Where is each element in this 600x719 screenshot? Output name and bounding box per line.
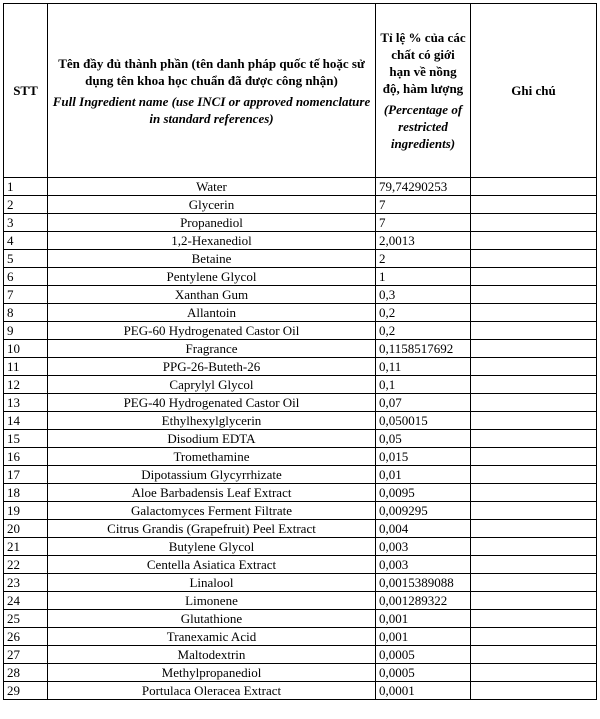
row-stt: 7 — [4, 286, 48, 304]
table-row — [4, 682, 597, 700]
row-stt: 18 — [4, 484, 48, 502]
table-row — [4, 448, 597, 466]
table-row — [4, 646, 597, 664]
table-row — [4, 286, 597, 304]
row-ingredient-name: Caprylyl Glycol — [48, 376, 376, 394]
row-note — [471, 682, 597, 700]
row-ingredient-name: Tranexamic Acid — [48, 628, 376, 646]
row-stt: 16 — [4, 448, 48, 466]
table-row — [4, 196, 597, 214]
table-row — [4, 592, 597, 610]
row-ingredient-name: Linalool — [48, 574, 376, 592]
row-stt: 9 — [4, 322, 48, 340]
row-note — [471, 592, 597, 610]
table-row — [4, 340, 597, 358]
row-stt: 19 — [4, 502, 48, 520]
row-ingredient-name: Glutathione — [48, 610, 376, 628]
row-stt: 2 — [4, 196, 48, 214]
row-stt: 24 — [4, 592, 48, 610]
table-row — [4, 268, 597, 286]
row-percentage: 7 — [376, 214, 471, 232]
row-stt: 3 — [4, 214, 48, 232]
row-ingredient-name: Citrus Grandis (Grapefruit) Peel Extract — [48, 520, 376, 538]
row-note — [471, 538, 597, 556]
table-row — [4, 214, 597, 232]
row-stt: 1 — [4, 178, 48, 196]
row-ingredient-name: Portulaca Oleracea Extract — [48, 682, 376, 700]
row-percentage: 0,0015389088 — [376, 574, 471, 592]
row-note — [471, 556, 597, 574]
row-percentage: 0,004 — [376, 520, 471, 538]
row-percentage: 0,003 — [376, 556, 471, 574]
table-row — [4, 538, 597, 556]
row-stt: 6 — [4, 268, 48, 286]
row-percentage: 0,001289322 — [376, 592, 471, 610]
table-row — [4, 412, 597, 430]
row-note — [471, 484, 597, 502]
row-note — [471, 574, 597, 592]
table-row — [4, 304, 597, 322]
row-ingredient-name: Methylpropanediol — [48, 664, 376, 682]
row-percentage: 0,0001 — [376, 682, 471, 700]
row-ingredient-name: Centella Asiatica Extract — [48, 556, 376, 574]
row-percentage: 0,003 — [376, 538, 471, 556]
row-note — [471, 646, 597, 664]
table-row — [4, 358, 597, 376]
row-ingredient-name: Galactomyces Ferment Filtrate — [48, 502, 376, 520]
row-percentage: 0,01 — [376, 466, 471, 484]
row-stt: 29 — [4, 682, 48, 700]
row-stt: 5 — [4, 250, 48, 268]
row-stt: 14 — [4, 412, 48, 430]
row-stt: 17 — [4, 466, 48, 484]
row-note — [471, 394, 597, 412]
table-row — [4, 556, 597, 574]
row-percentage: 0,001 — [376, 610, 471, 628]
row-ingredient-name: Maltodextrin — [48, 646, 376, 664]
row-ingredient-name: Disodium EDTA — [48, 430, 376, 448]
row-note — [471, 232, 597, 250]
row-note — [471, 268, 597, 286]
row-ingredient-name: Propanediol — [48, 214, 376, 232]
row-ingredient-name: Butylene Glycol — [48, 538, 376, 556]
ingredient-table — [3, 3, 597, 700]
row-note — [471, 430, 597, 448]
table-row — [4, 430, 597, 448]
row-stt: 11 — [4, 358, 48, 376]
row-note — [471, 610, 597, 628]
table-row — [4, 664, 597, 682]
row-ingredient-name: Ethylhexylglycerin — [48, 412, 376, 430]
header-note: Ghi chú — [471, 4, 597, 178]
table-row — [4, 250, 597, 268]
header-pct-vi: Tỉ lệ % của các chất có giới hạn về nồng độ, hàm lượng — [380, 30, 466, 96]
row-stt: 13 — [4, 394, 48, 412]
row-note — [471, 628, 597, 646]
table-row — [4, 628, 597, 646]
row-note — [471, 304, 597, 322]
table-row — [4, 394, 597, 412]
row-percentage: 2,0013 — [376, 232, 471, 250]
row-percentage: 1 — [376, 268, 471, 286]
row-ingredient-name: Allantoin — [48, 304, 376, 322]
table-row — [4, 376, 597, 394]
table-row — [4, 322, 597, 340]
row-note — [471, 358, 597, 376]
row-percentage: 0,05 — [376, 430, 471, 448]
row-stt: 23 — [4, 574, 48, 592]
row-stt: 22 — [4, 556, 48, 574]
row-percentage: 0,001 — [376, 628, 471, 646]
row-ingredient-name: 1,2-Hexanediol — [48, 232, 376, 250]
table-row — [4, 574, 597, 592]
row-percentage: 79,74290253 — [376, 178, 471, 196]
row-note — [471, 178, 597, 196]
row-note — [471, 412, 597, 430]
row-stt: 20 — [4, 520, 48, 538]
row-note — [471, 448, 597, 466]
table-row — [4, 484, 597, 502]
table-row — [4, 178, 597, 196]
row-percentage: 0,2 — [376, 322, 471, 340]
row-stt: 27 — [4, 646, 48, 664]
row-stt: 28 — [4, 664, 48, 682]
header-percentage — [376, 4, 471, 178]
row-ingredient-name: Water — [48, 178, 376, 196]
row-ingredient-name: Betaine — [48, 250, 376, 268]
row-note — [471, 340, 597, 358]
row-percentage: 0,11 — [376, 358, 471, 376]
header-name-en: Full Ingredient name (use INCI or approved nomenclature in standard references) — [52, 93, 371, 126]
row-percentage: 0,0005 — [376, 664, 471, 682]
header-pct-en: (Percentage of restricted ingredients) — [383, 102, 463, 151]
row-percentage: 0,0095 — [376, 484, 471, 502]
row-percentage: 0,0005 — [376, 646, 471, 664]
row-note — [471, 322, 597, 340]
row-note — [471, 466, 597, 484]
row-stt: 21 — [4, 538, 48, 556]
row-percentage: 2 — [376, 250, 471, 268]
row-stt: 12 — [4, 376, 48, 394]
row-note — [471, 250, 597, 268]
row-note — [471, 664, 597, 682]
row-ingredient-name: Tromethamine — [48, 448, 376, 466]
row-percentage: 0,1158517692 — [376, 340, 471, 358]
row-ingredient-name: Glycerin — [48, 196, 376, 214]
row-stt: 4 — [4, 232, 48, 250]
row-note — [471, 520, 597, 538]
row-note — [471, 286, 597, 304]
row-percentage: 0,015 — [376, 448, 471, 466]
row-note — [471, 196, 597, 214]
row-percentage: 0,07 — [376, 394, 471, 412]
row-ingredient-name: Xanthan Gum — [48, 286, 376, 304]
row-percentage: 7 — [376, 196, 471, 214]
header-row — [4, 4, 597, 178]
row-note — [471, 376, 597, 394]
row-stt: 26 — [4, 628, 48, 646]
row-stt: 25 — [4, 610, 48, 628]
row-ingredient-name: PEG-60 Hydrogenated Castor Oil — [48, 322, 376, 340]
row-note — [471, 502, 597, 520]
row-stt: 15 — [4, 430, 48, 448]
row-stt: 10 — [4, 340, 48, 358]
table-row — [4, 520, 597, 538]
row-ingredient-name: Aloe Barbadensis Leaf Extract — [48, 484, 376, 502]
row-percentage: 0,2 — [376, 304, 471, 322]
table-row — [4, 502, 597, 520]
row-percentage: 0,1 — [376, 376, 471, 394]
header-name-vi: Tên đầy đủ thành phần (tên danh pháp quốc tế hoặc sử dụng tên khoa học chuẩn đã được công nhận) — [58, 55, 365, 88]
row-ingredient-name: Fragrance — [48, 340, 376, 358]
row-stt: 8 — [4, 304, 48, 322]
row-percentage: 0,009295 — [376, 502, 471, 520]
row-ingredient-name: PPG-26-Buteth-26 — [48, 358, 376, 376]
row-percentage: 0,050015 — [376, 412, 471, 430]
header-ingredient-name — [48, 4, 376, 178]
header-stt: STT — [4, 4, 48, 178]
row-ingredient-name: Pentylene Glycol — [48, 268, 376, 286]
row-note — [471, 214, 597, 232]
row-ingredient-name: PEG-40 Hydrogenated Castor Oil — [48, 394, 376, 412]
table-row — [4, 466, 597, 484]
row-percentage: 0,3 — [376, 286, 471, 304]
row-ingredient-name: Dipotassium Glycyrrhizate — [48, 466, 376, 484]
table-row — [4, 610, 597, 628]
row-ingredient-name: Limonene — [48, 592, 376, 610]
table-row — [4, 232, 597, 250]
